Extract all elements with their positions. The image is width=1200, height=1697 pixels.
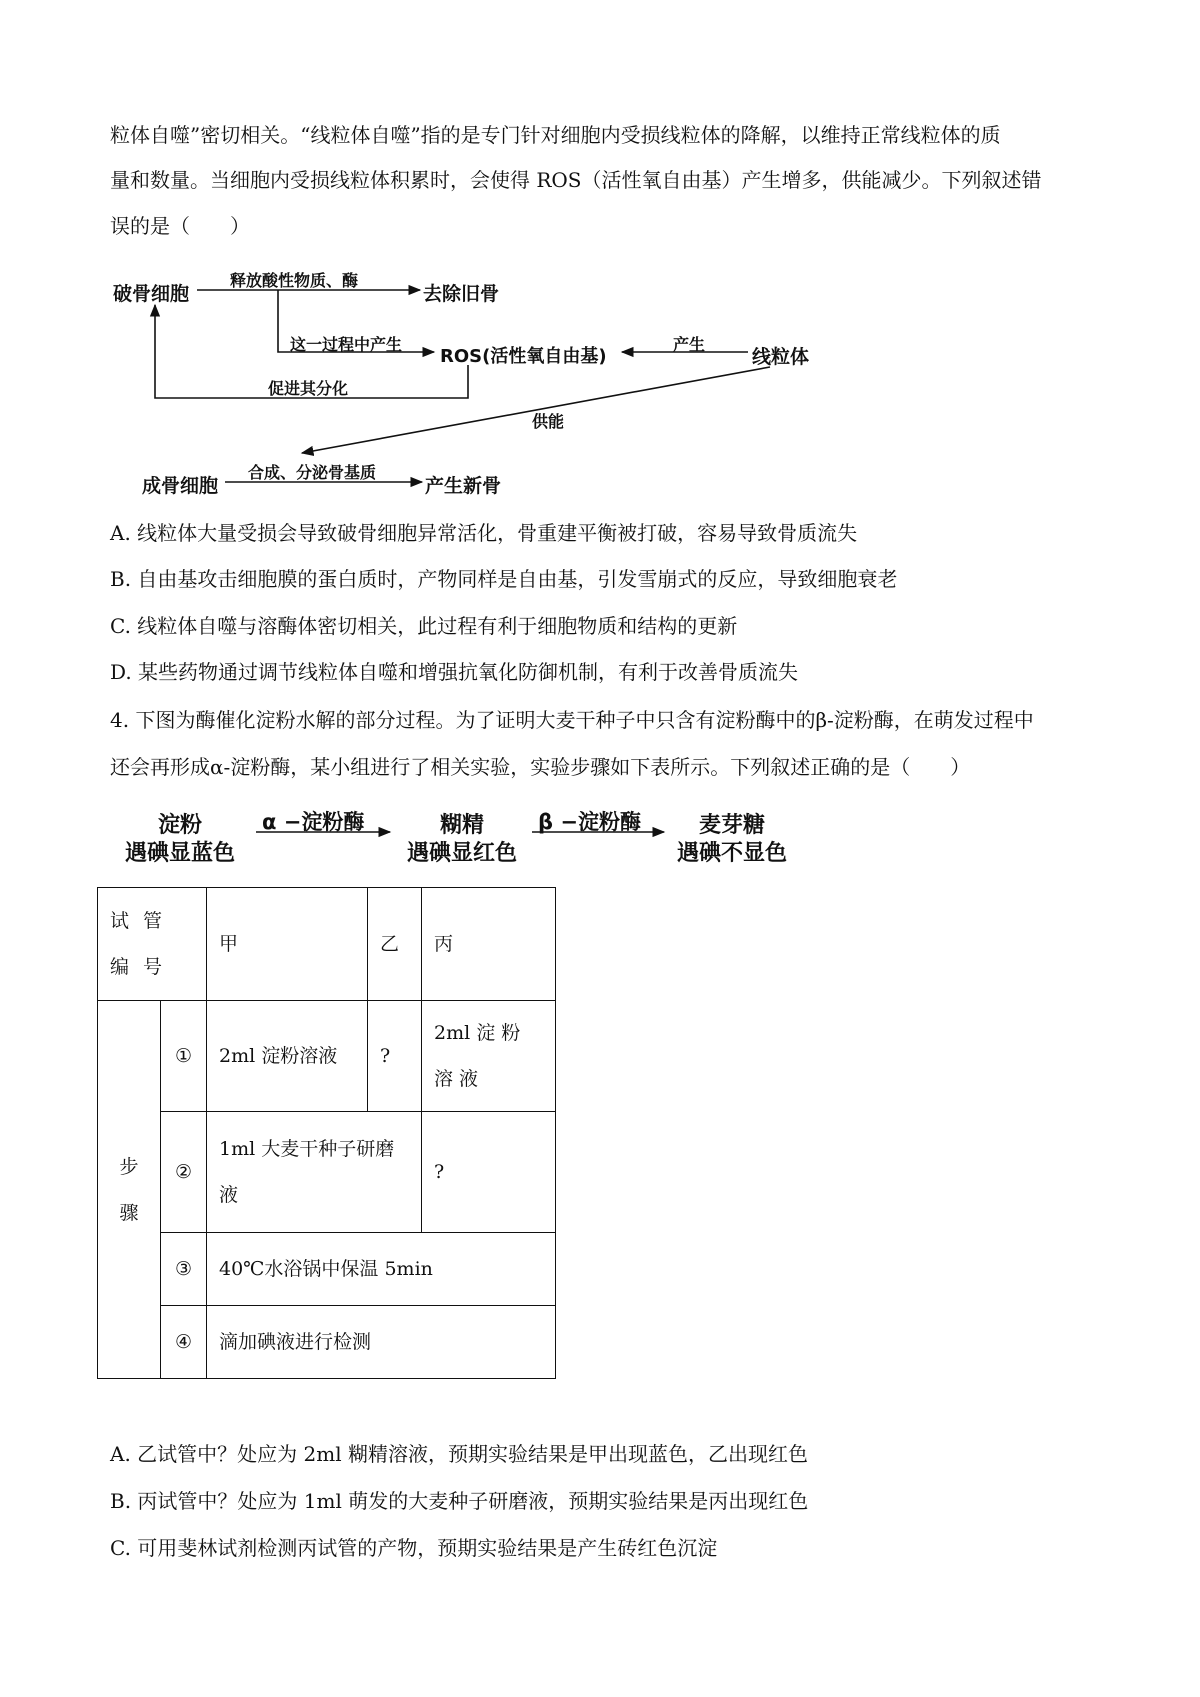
table-row-step-3: [98, 1233, 556, 1306]
node-osteoclast: 破骨细胞: [113, 283, 190, 305]
node-starch: [110, 812, 250, 868]
q4-option-c: C. 可用斐林试剂检测丙试管的产物，预期实验结果是产生砖红色沉淀: [110, 1536, 718, 1560]
starch-iodine-label: 遇碘显蓝色: [124, 841, 235, 866]
table-header-row: [98, 888, 556, 1001]
experiment-table: [97, 887, 556, 1379]
q3-option-d: D. 某些药物通过调节线粒体自噬和增强抗氧化防御机制，有利于改善骨质流失: [110, 660, 799, 684]
label-produce: 产生: [673, 335, 706, 354]
step-3-all: 40℃水浴锅中保温 5min: [207, 1233, 556, 1306]
maltose-iodine-label: 遇碘不显色: [676, 841, 787, 866]
step-1-bing: 2ml 淀 粉 溶 液: [422, 1001, 556, 1112]
intro-line-3: 误的是（ ）: [110, 214, 250, 238]
label-promote: 促进其分化: [268, 379, 349, 398]
q4-stem-line-2: 还会再形成α-淀粉酶，某小组进行了相关实验，实验步骤如下表所示。下列叙述正确的是（ ）: [110, 755, 971, 779]
step-4-marker: ④: [161, 1306, 207, 1379]
table-row-step-2: [98, 1112, 556, 1233]
q4-stem-line-1: 4. 下图为酶催化淀粉水解的部分过程。为了证明大麦干种子中只含有淀粉酶中的β-淀粉酶，在萌发过程中: [110, 708, 1034, 732]
step-1-marker: ①: [161, 1001, 207, 1112]
q4-option-b: B. 丙试管中？处应为 1ml 萌发的大麦种子研磨液，预期实验结果是丙出现红色: [110, 1489, 809, 1513]
header-jia: 甲: [207, 888, 368, 1001]
maltose-label: 麦芽糖: [698, 813, 765, 838]
q3-option-c: C. 线粒体自噬与溶酶体密切相关，此过程有利于细胞物质和结构的更新: [110, 614, 738, 638]
step-4-all: 滴加碘液进行检测: [207, 1306, 556, 1379]
step-2-bing: ?: [422, 1112, 556, 1233]
intro-line-1: 粒体自噬”密切相关。“线粒体自噬”指的是专门针对细胞内受损线粒体的降解，以维持正常线粒体的质: [110, 123, 1001, 147]
dextrin-iodine-label: 遇碘显红色: [406, 841, 517, 866]
q3-option-a: A. 线粒体大量受损会导致破骨细胞异常活化，骨重建平衡被打破，容易导致骨质流失: [110, 521, 858, 545]
table-row-step-4: [98, 1306, 556, 1379]
label-beta-amylase: β −淀粉酶: [538, 810, 641, 834]
node-ros: ROS(活性氧自由基): [440, 346, 607, 367]
starch-label: 淀粉: [157, 813, 202, 838]
label-process: 这一过程中产生: [290, 335, 403, 354]
header-tube-number: 试 管 编 号: [98, 888, 207, 1001]
node-new-bone: 产生新骨: [425, 475, 502, 497]
label-release: 释放酸性物质、酶: [230, 271, 359, 290]
node-mitochondria: 线粒体: [752, 346, 810, 368]
step-1-jia: 2ml 淀粉溶液: [207, 1001, 368, 1112]
step-3-marker: ③: [161, 1233, 207, 1306]
table-row-step-1: [98, 1001, 556, 1112]
label-alpha-amylase: α −淀粉酶: [262, 810, 365, 834]
node-remove-old-bone: 去除旧骨: [423, 283, 500, 305]
step-2-jia-yi: 1ml 大麦干种子研磨液: [207, 1112, 422, 1233]
header-yi: 乙: [368, 888, 422, 1001]
header-bing: 丙: [422, 888, 556, 1001]
q3-option-b: B. 自由基攻击细胞膜的蛋白质时，产物同样是自由基，引发雪崩式的反应，导致细胞衰老: [110, 567, 898, 591]
step-2-marker: ②: [161, 1112, 207, 1233]
steps-label: 步 骤: [98, 1001, 161, 1379]
label-synth: 合成、分泌骨基质: [248, 463, 377, 482]
q4-option-a: A. 乙试管中？处应为 2ml 糊精溶液，预期实验结果是甲出现蓝色，乙出现红色: [110, 1442, 808, 1466]
node-maltose: [662, 812, 802, 868]
node-osteoblast: 成骨细胞: [142, 475, 219, 497]
node-dextrin: [392, 812, 532, 868]
dextrin-label: 糊精: [439, 813, 484, 838]
intro-line-2: 量和数量。当细胞内受损线粒体积累时，会使得 ROS（活性氧自由基）产生增多，供能减少。下列叙述错: [110, 168, 1042, 192]
step-1-yi: ?: [368, 1001, 422, 1112]
label-energy: 供能: [532, 412, 565, 431]
